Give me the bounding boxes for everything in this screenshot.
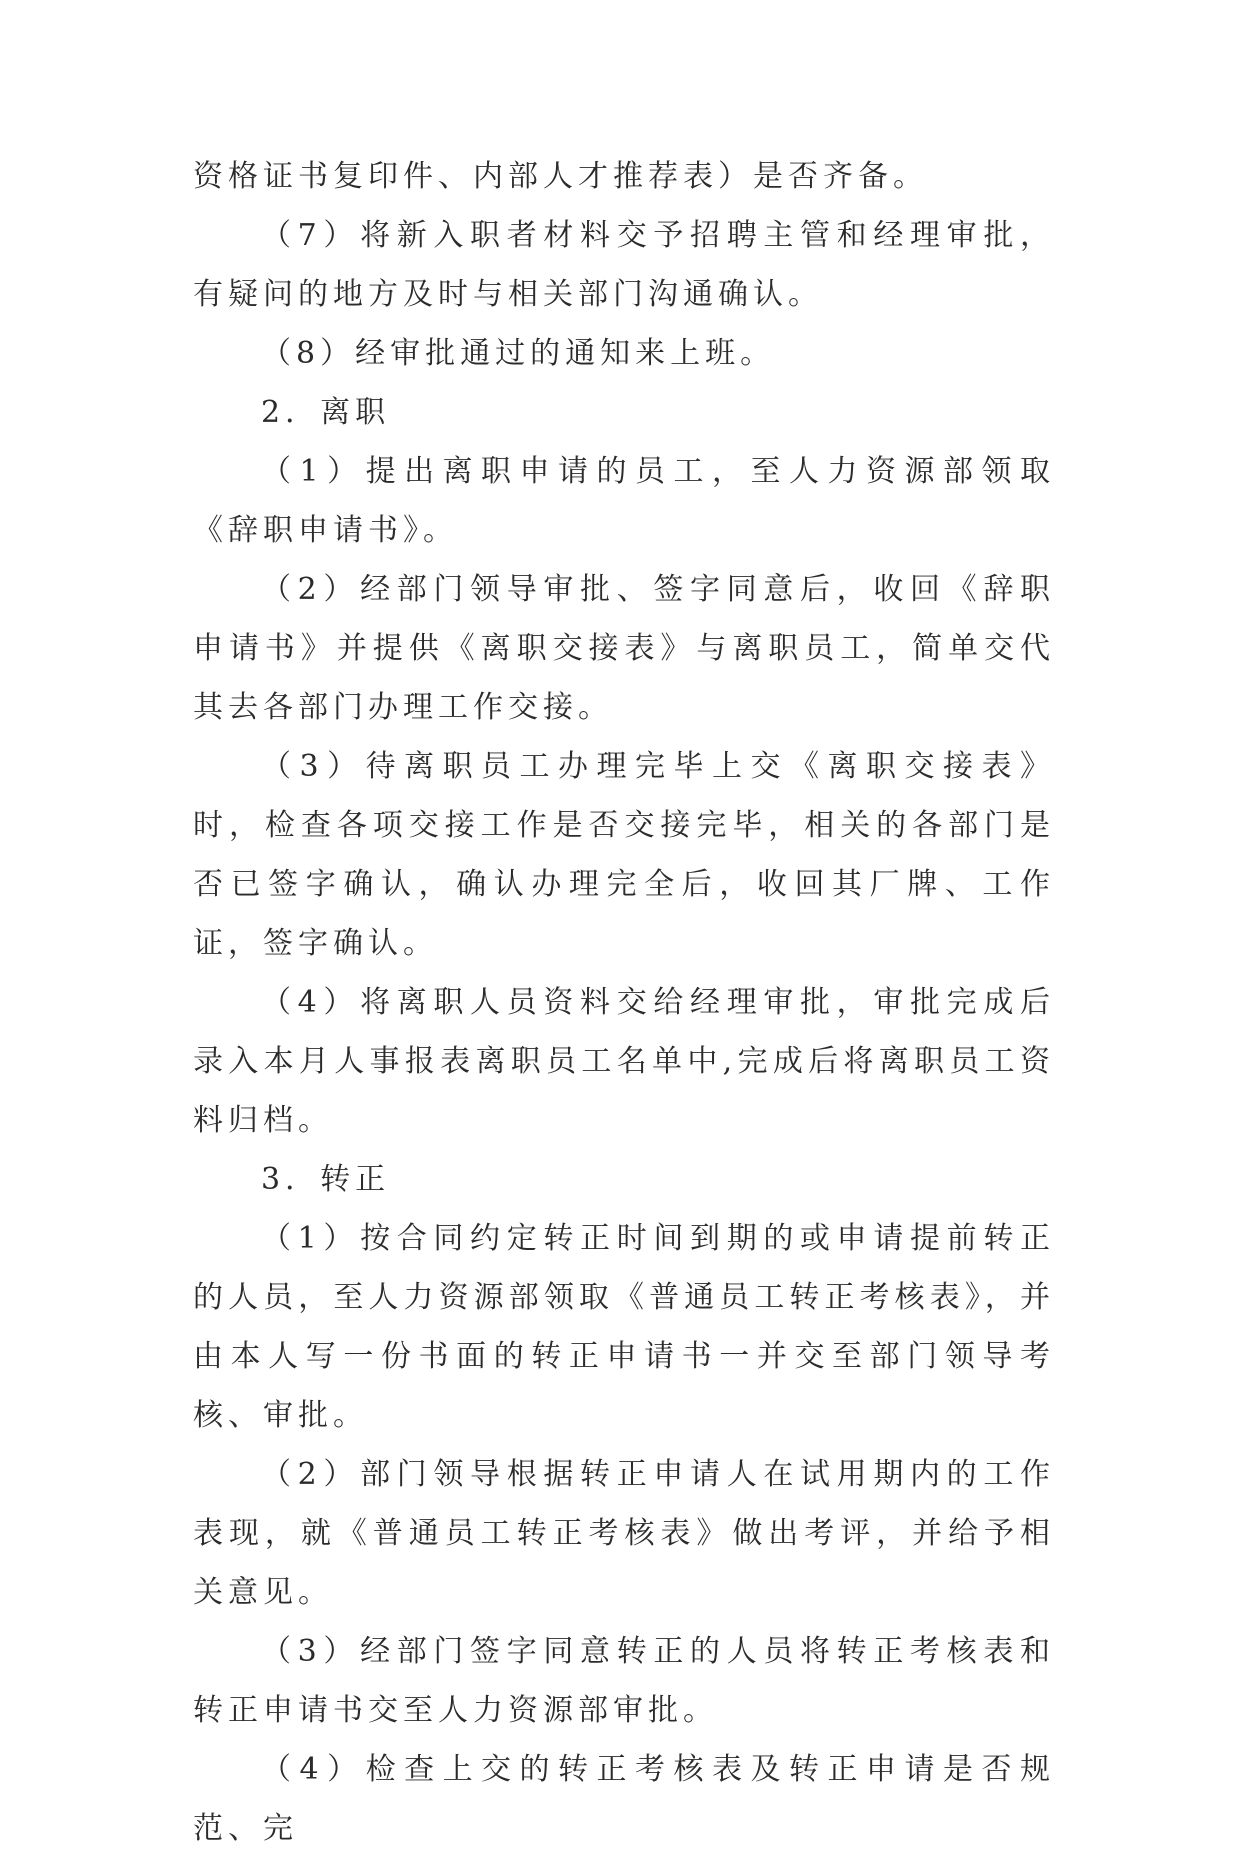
paragraph-8: （4）将离职人员资料交给经理审批，审批完成后录入本月人事报表离职员工名单中,完成后将离职员工资料归档。 (193, 985, 1055, 1138)
paragraph-5: （1）提出离职申请的员工，至人力资源部领取《辞职申请书》。 (193, 454, 1055, 548)
document-body (193, 147, 1055, 1858)
paragraph-11: （2）部门领导根据转正申请人在试用期内的工作表现，就《普通员工转正考核表》做出考评，并给予相关意见。 (193, 1457, 1055, 1610)
section-heading-resignation: 2．离职 (261, 395, 391, 430)
paragraph-2: （7）将新入职者材料交予招聘主管和经理审批，有疑问的地方及时与相关部门沟通确认。 (193, 218, 1055, 312)
paragraph-3: （8）经审批通过的通知来上班。 (261, 336, 776, 371)
paragraph-6: （2）经部门领导审批、签字同意后，收回《辞职申请书》并提供《离职交接表》与离职员工，简单交代其去各部门办理工作交接。 (193, 572, 1055, 725)
paragraph-12: （3）经部门签字同意转正的人员将转正考核表和转正申请书交至人力资源部审批。 (193, 1634, 1055, 1728)
section-heading-confirmation: 3．转正 (261, 1162, 391, 1197)
paragraph-7: （3）待离职员工办理完毕上交《离职交接表》时，检查各项交接工作是否交接完毕，相关的各部门是否已签字确认，确认办理完全后，收回其厂牌、工作证，签字确认。 (193, 749, 1055, 961)
paragraph-13: （4）检查上交的转正考核表及转正申请是否规范、完 (193, 1752, 1055, 1846)
paragraph-10: （1）按合同约定转正时间到期的或申请提前转正的人员，至人力资源部领取《普通员工转正考核表》，并由本人写一份书面的转正申请书一并交至部门领导考核、审批。 (193, 1221, 1055, 1433)
paragraph-1: 资格证书复印件、内部人才推荐表）是否齐备。 (193, 159, 928, 194)
